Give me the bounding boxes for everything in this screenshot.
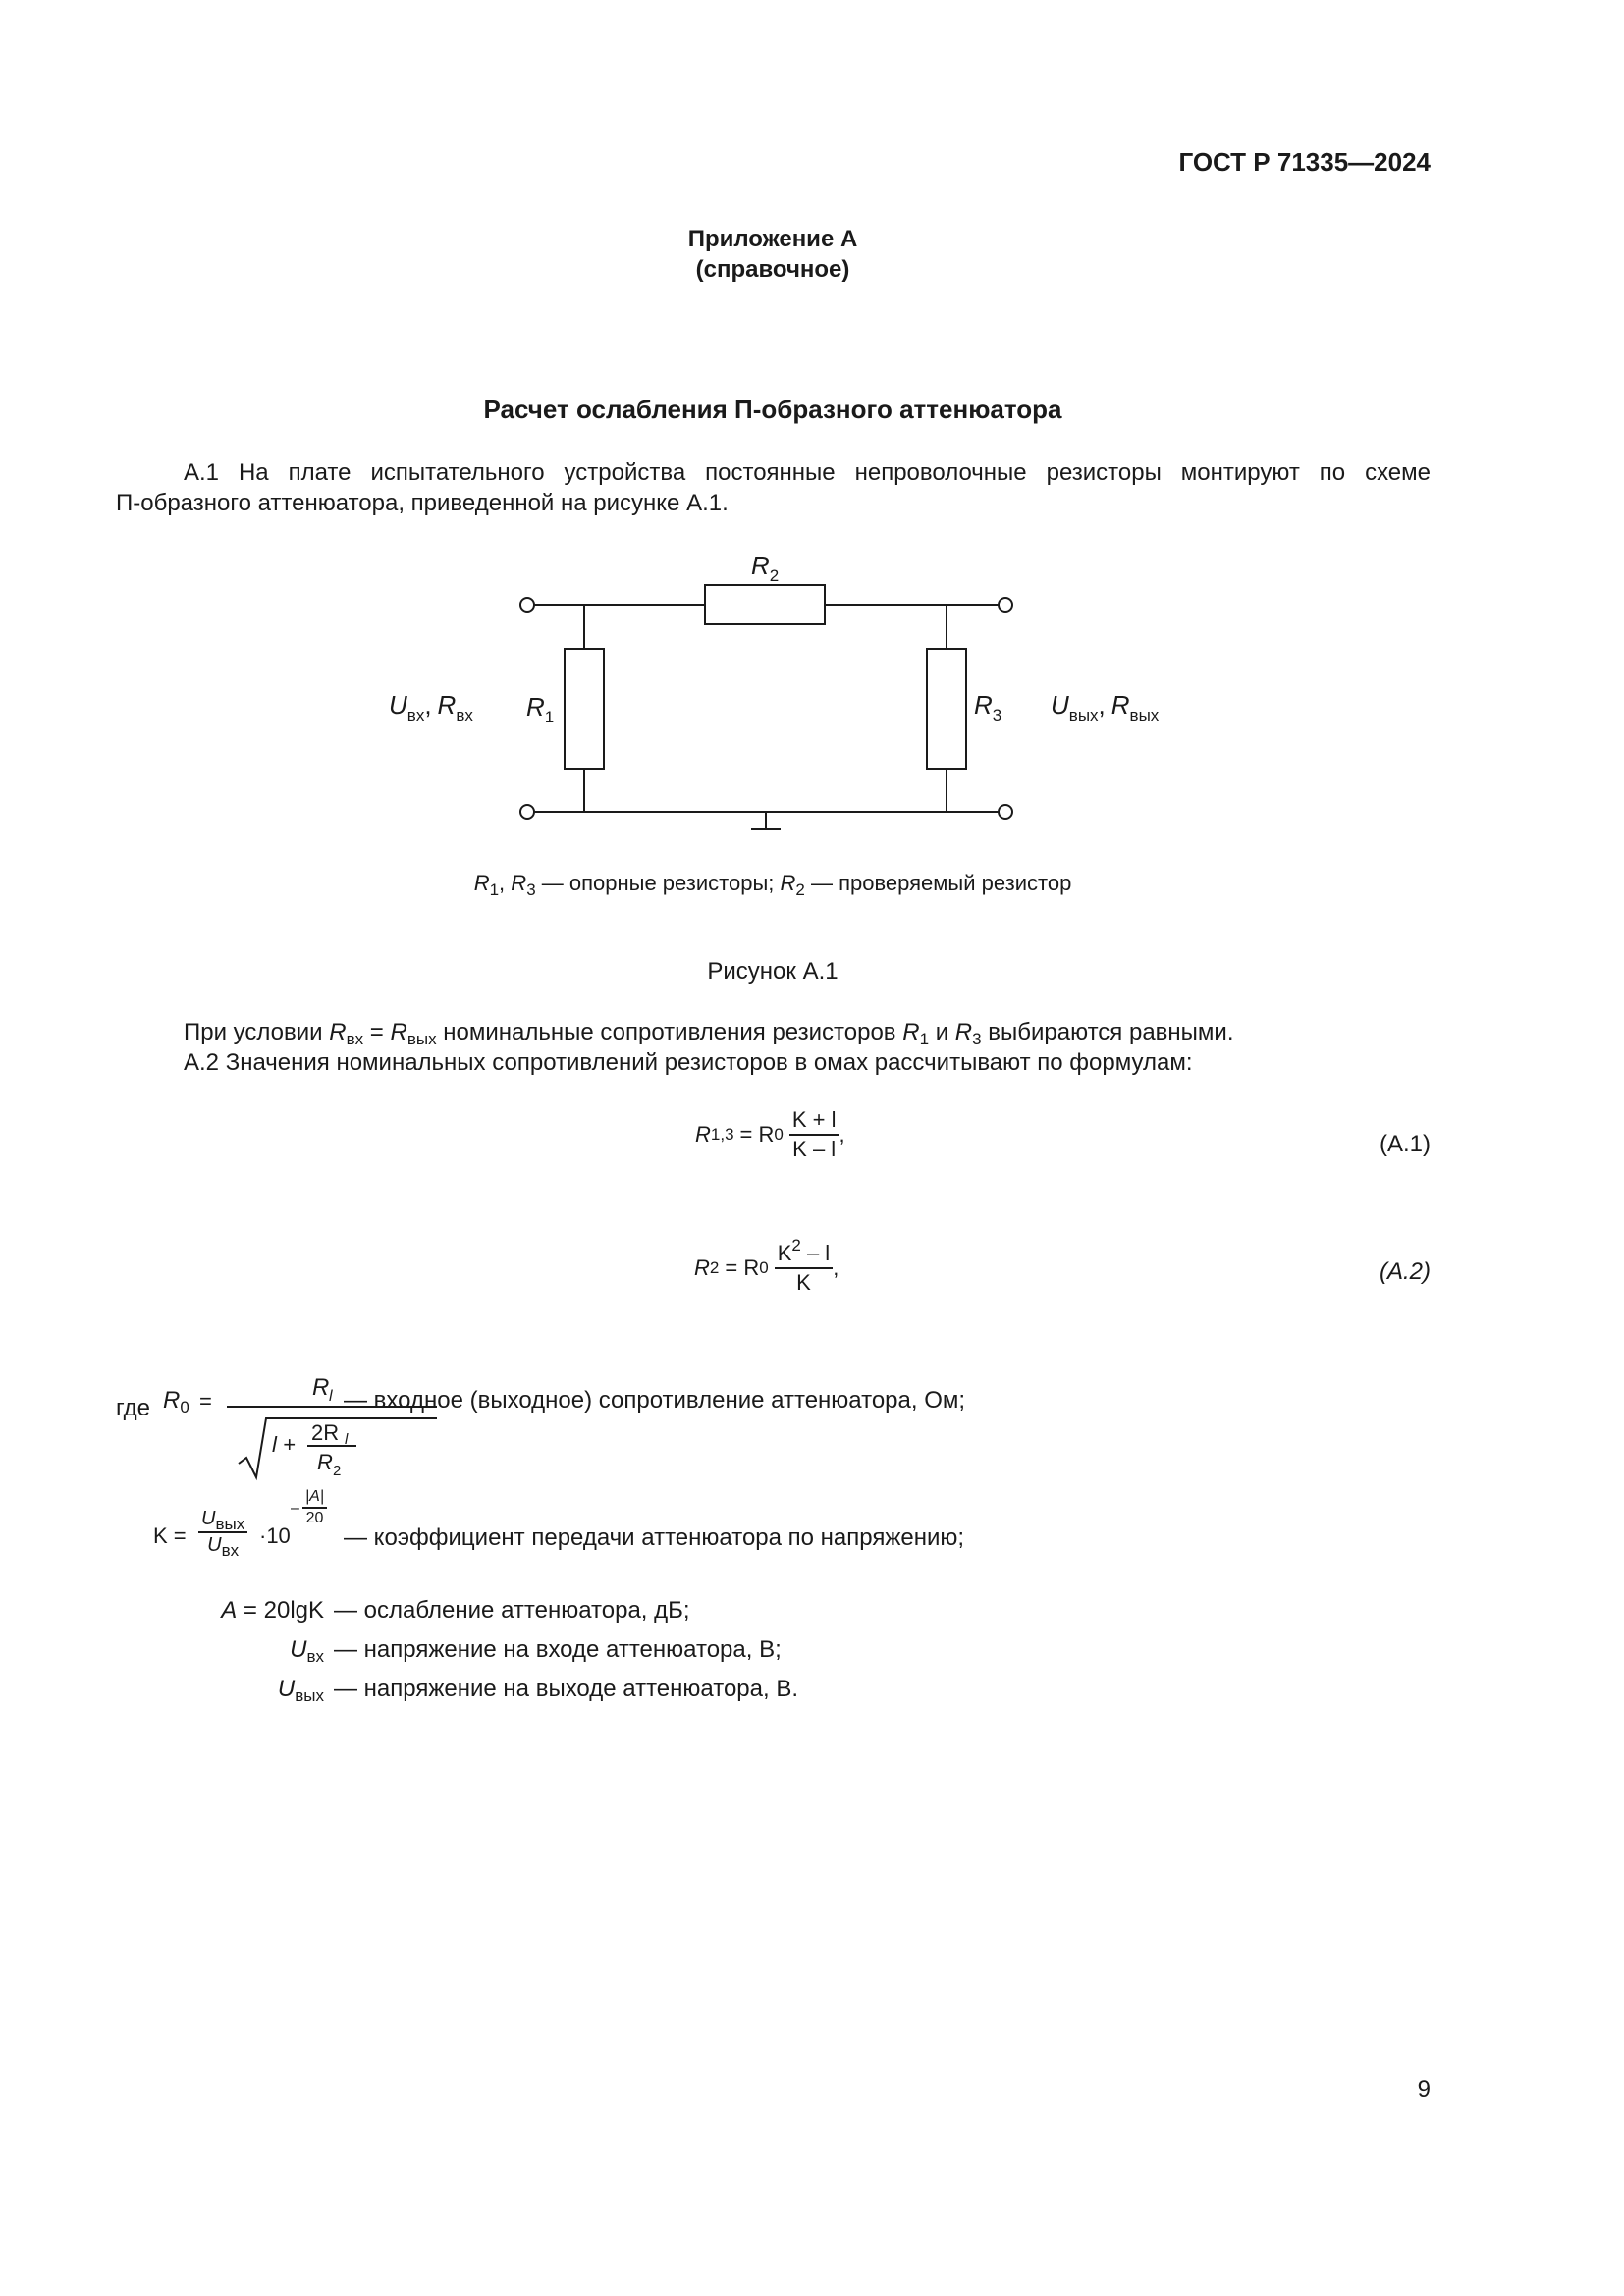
- paragraph-a1-line2: П-образного аттенюатора, приведенной на рисунке А.1.: [116, 490, 729, 516]
- formula-a2-number: (A.2): [1379, 1258, 1431, 1285]
- label-output: $U_{вых}$, $R_{вых}$: [1051, 690, 1159, 724]
- r0-fraction: [219, 1367, 445, 1485]
- appendix-heading: [0, 224, 1545, 285]
- terminal-out-bottom: [999, 805, 1012, 819]
- definition-uout: $U_{вых}$ — напряжение на выходе аттенюатора, В.: [277, 1676, 798, 1705]
- label-r1: $R_1$: [526, 692, 555, 726]
- svg-text:2: 2: [333, 1463, 342, 1479]
- k-exponent: $\frac{|A|}{20}$: [302, 1488, 327, 1527]
- attenuator-circuit-diagram: [373, 545, 1159, 849]
- resistor-r1: [565, 649, 604, 769]
- svg-text:R: R: [312, 1374, 330, 1401]
- appendix-title: Приложение А: [687, 226, 858, 252]
- label-r2: $R_2$: [751, 551, 780, 585]
- formula-a2: R 2 = R 0 $\frac{K^2 - l}{K}$ ,: [694, 1236, 839, 1295]
- paragraph-condition: При условии $R_{вх} = R_{вых}$ номинальные сопротивления резисторов $R_1$ и $R_3$ выбираются равными.: [184, 1019, 1234, 1048]
- terminal-in-bottom: [520, 805, 534, 819]
- definition-r0: где $R_0$ = R l l + 2R l R 2 — входное (выходное) сопротивление аттенюатора, Ом;: [116, 1367, 1392, 1485]
- label-input: $U_{вх}$, $R_{вх}$: [389, 690, 473, 724]
- section-title: Расчет ослабления П-образного аттенюатора: [483, 395, 1062, 424]
- terminal-in-top: [520, 598, 534, 612]
- svg-text:l +: l +: [272, 1432, 296, 1457]
- label-r3: $R_3$: [974, 690, 1002, 724]
- definition-uin: $U_{вх}$ — напряжение на входе аттенюатора, В;: [290, 1636, 782, 1666]
- terminal-out-top: [999, 598, 1012, 612]
- figure-legend: $R_1$, $R_3$ — опорные резисторы; $R_2$ — проверяемый резистор: [473, 871, 1072, 899]
- appendix-subtitle: (справочное): [695, 256, 850, 283]
- svg-text:l: l: [345, 1431, 349, 1448]
- page-number: 9: [1417, 2076, 1431, 2103]
- definition-a: A = 20lgK — ослабление аттенюатора, дБ;: [221, 1597, 690, 1624]
- paragraph-a1-line1: А.1 На плате испытательного устройства постоянные непроволочные резисторы монтируют по схеме: [184, 459, 1431, 486]
- formula-a1-number: (А.1): [1379, 1131, 1431, 1157]
- k-fraction: $U_{вых}$ $U_{вх}$: [198, 1508, 247, 1557]
- definition-k: K = $U_{вых}$ $U_{вх}$ ·10 – $\frac{|A|}{20}$ — коэффициент передачи аттенюатора по напряжению;: [153, 1488, 965, 1560]
- document-number: ГОСТ Р 71335—2024: [1178, 147, 1431, 177]
- resistor-r2: [705, 585, 825, 624]
- formula-a2-fraction: $\frac{K^2 - l}{K}$: [775, 1241, 834, 1296]
- svg-text:R: R: [317, 1450, 333, 1474]
- svg-text:2R: 2R: [311, 1420, 340, 1445]
- figure-caption: Рисунок А.1: [707, 958, 839, 985]
- formula-a1: R 1,3 = R 0 $\frac{K + l}{K - l}$ ,: [695, 1107, 845, 1161]
- paragraph-a2: А.2 Значения номинальных сопротивлений резисторов в омах рассчитывают по формулам:: [184, 1049, 1193, 1076]
- formula-a1-fraction: $\frac{K + l}{K - l}$: [789, 1107, 839, 1162]
- resistor-r3: [927, 649, 966, 769]
- svg-text:l: l: [329, 1388, 333, 1405]
